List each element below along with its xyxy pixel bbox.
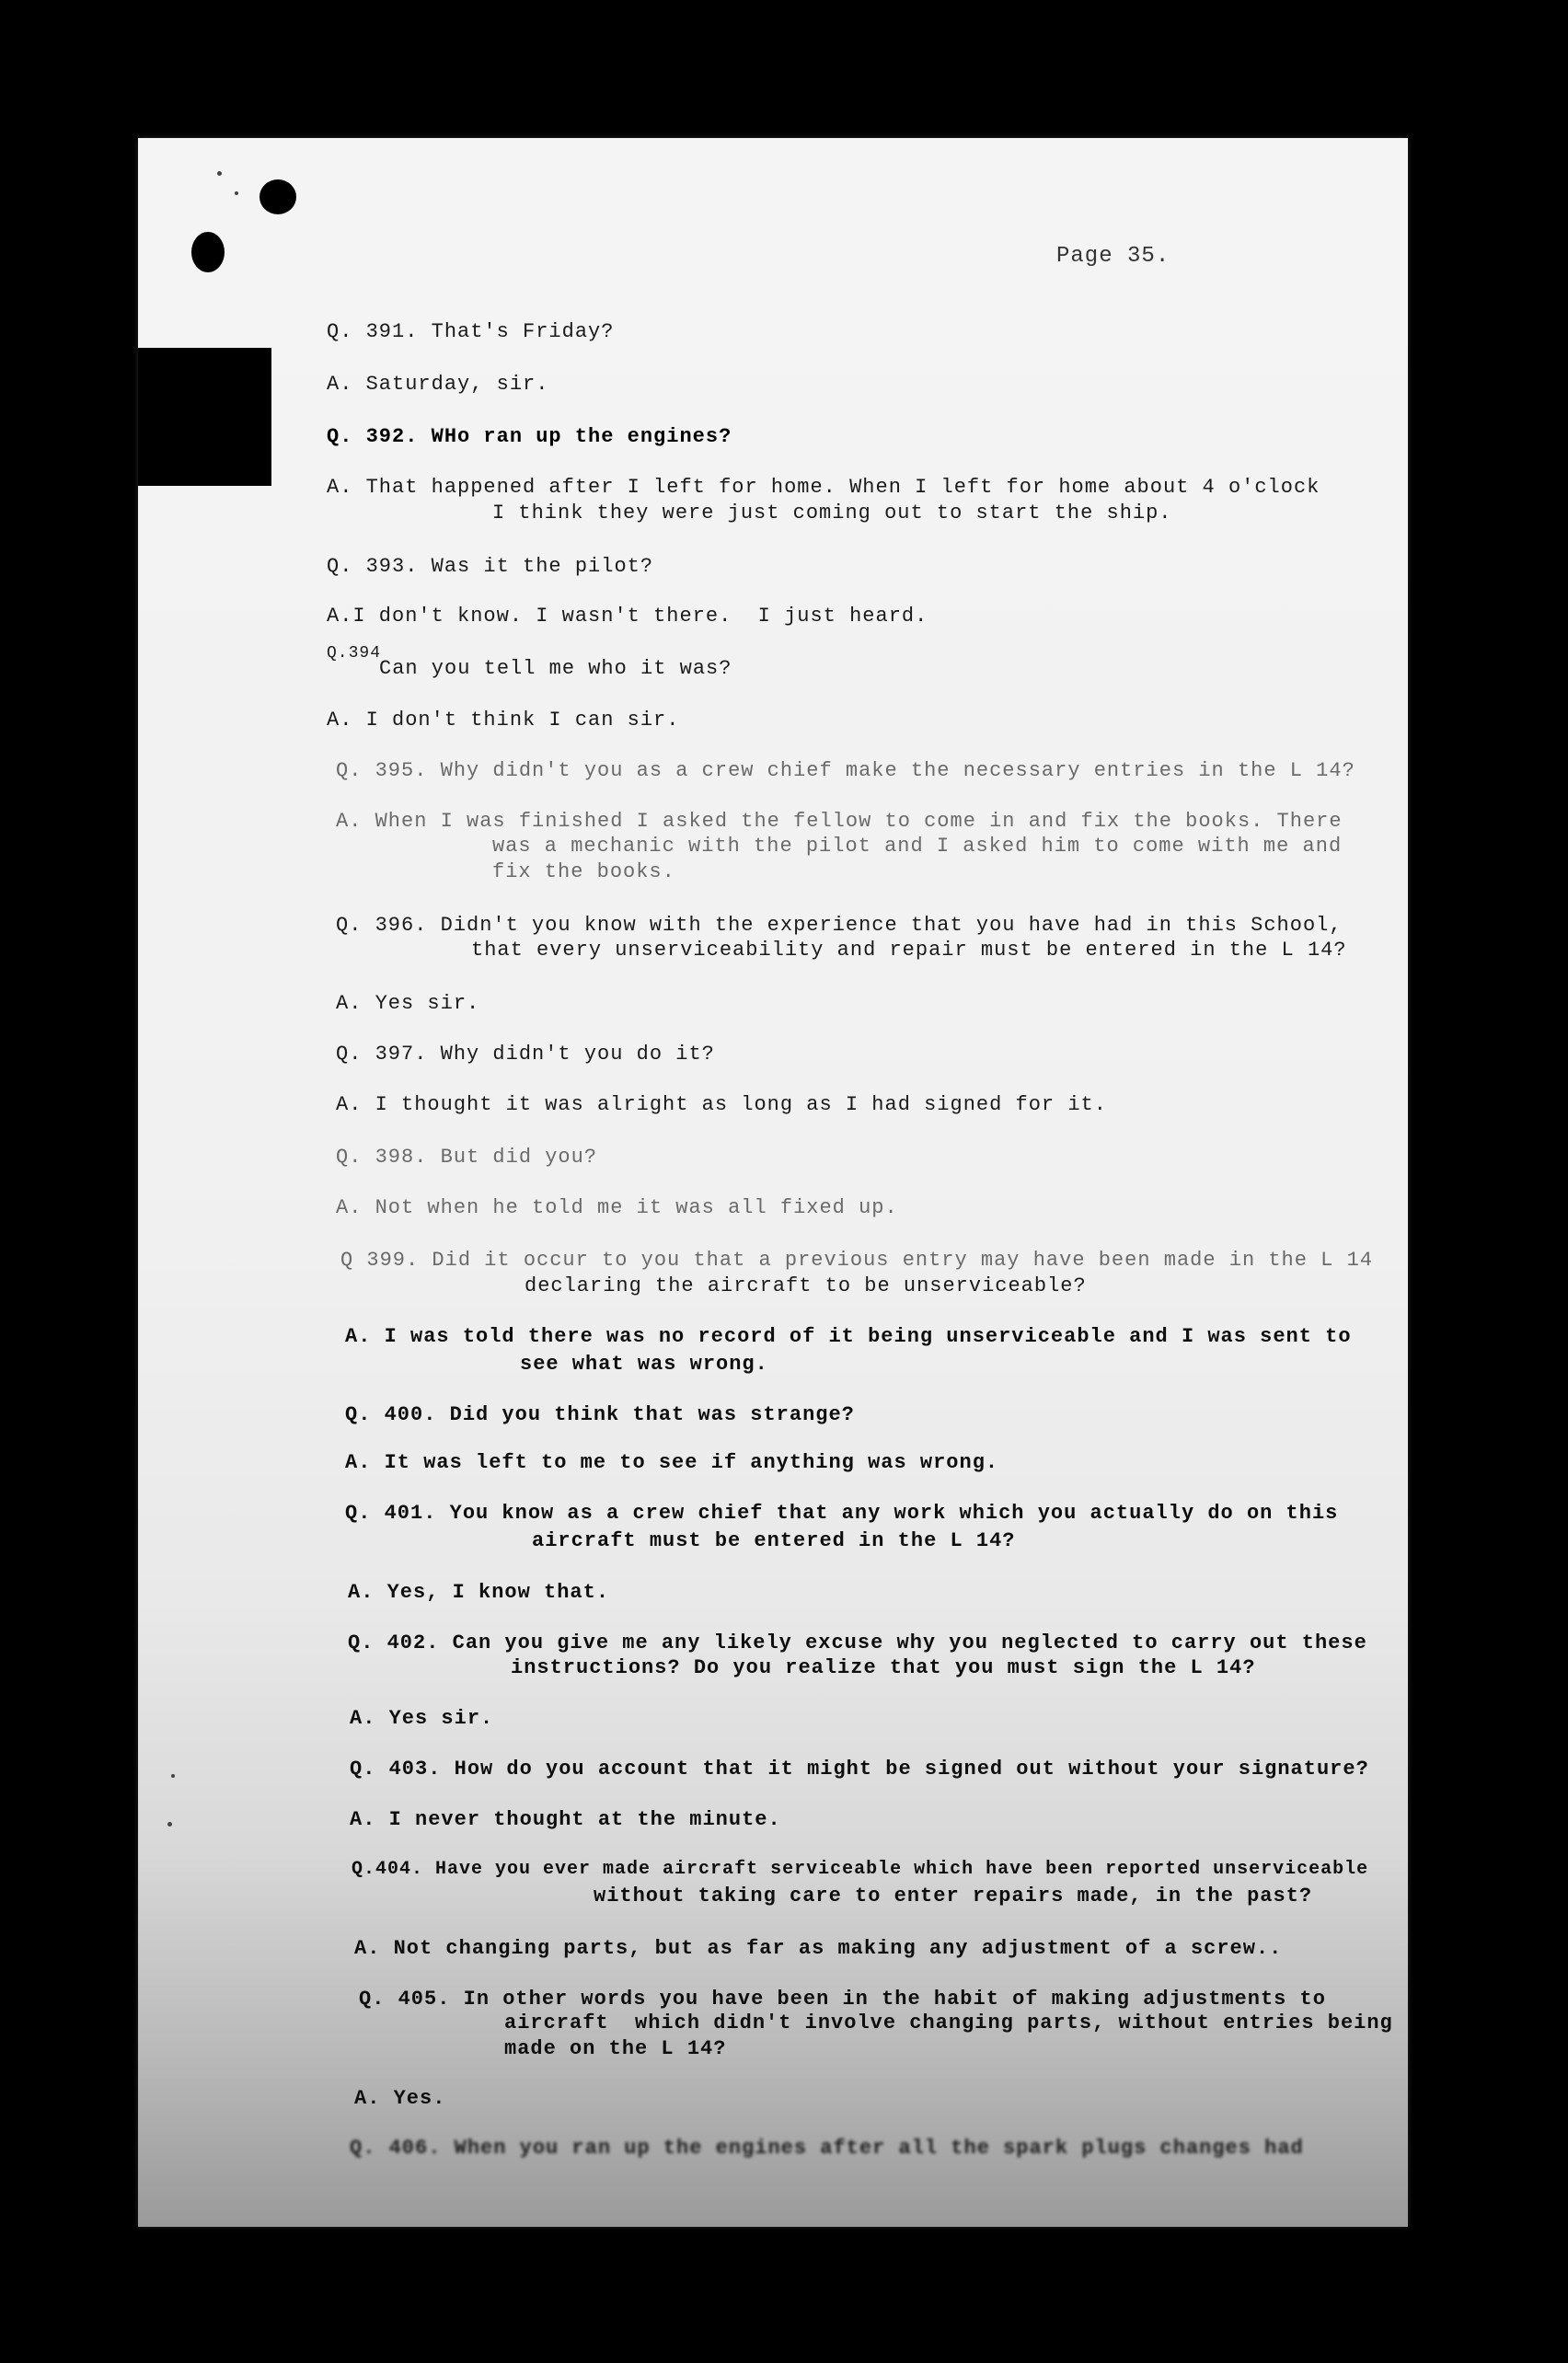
transcript-line: Q. 398. But did you? — [336, 1146, 598, 1169]
transcript-line: Q. 392. WHo ran up the engines? — [327, 425, 732, 448]
transcript-line: Q.394 — [327, 644, 382, 663]
transcript-line: was a mechanic with the pilot and I asked him to come with me and — [492, 835, 1343, 858]
transcript-line: fix the books. — [492, 860, 675, 883]
transcript-line: A. It was left to me to see if anything was wrong. — [345, 1451, 999, 1474]
speck-mark — [217, 171, 222, 176]
transcript-line: A. Saturday, sir. — [327, 373, 549, 396]
transcript-line: without taking care to enter repairs made, in the past? — [594, 1885, 1313, 1908]
page-tab-notch — [138, 348, 271, 486]
transcript-line: that every unserviceability and repair must be entered in the L 14? — [471, 939, 1347, 962]
transcript-line: Q. 393. Was it the pilot? — [327, 555, 654, 578]
blurred-bottom-text — [331, 2137, 1343, 2192]
transcript-line: aircraft must be entered in the L 14? — [532, 1529, 1016, 1552]
transcript-line: Q. 402. Can you give me any likely excuse why you neglected to carry out these — [348, 1631, 1367, 1654]
transcript-line: A. I was told there was no record of it being unserviceable and I was sent to — [345, 1325, 1352, 1348]
page-number: Page 35. — [1056, 244, 1170, 269]
speck-mark — [167, 1822, 172, 1827]
punch-hole — [259, 179, 296, 214]
transcript-line: A. Yes sir. — [350, 1707, 494, 1730]
punch-hole — [191, 232, 225, 272]
transcript-line: A. I don't think I can sir. — [327, 709, 680, 732]
transcript-line: instructions? Do you realize that you must sign the L 14? — [511, 1656, 1256, 1679]
transcript-line: see what was wrong. — [520, 1353, 768, 1376]
transcript-line: A. Yes sir. — [336, 992, 480, 1015]
transcript-line: A. That happened after I left for home. When I left for home about 4 o'clock — [327, 476, 1320, 499]
transcript-line: made on the L 14? — [504, 2037, 727, 2060]
transcript-line: Q. 405. In other words you have been in the habit of making adjustments to — [359, 1988, 1326, 2011]
transcript-line: declaring the aircraft to be unserviceable? — [525, 1274, 1087, 1297]
transcript-line: A. I never thought at the minute. — [350, 1808, 781, 1831]
transcript-line: Q. 401. You know as a crew chief that any work which you actually do on this — [345, 1502, 1339, 1525]
transcript-line: Q.404. Have you ever made aircraft serviceable which have been reported unserviceable — [352, 1859, 1369, 1880]
transcript-line: Q. 396. Didn't you know with the experience that you have had in this School, — [336, 914, 1343, 937]
transcript-line: Can you tell me who it was? — [379, 657, 732, 680]
transcript-line: I think they were just coming out to start the ship. — [492, 501, 1172, 524]
transcript-line: Q. 391. That's Friday? — [327, 320, 615, 343]
transcript-line: A. I thought it was alright as long as I had signed for it. — [336, 1093, 1107, 1116]
speck-mark — [235, 191, 238, 195]
transcript-line: A. When I was finished I asked the fellow to come in and fix the books. There — [336, 810, 1343, 833]
transcript-line: A. Not when he told me it was all fixed up. — [336, 1196, 898, 1219]
transcript-line: Q. 403. How do you account that it might be signed out without your signature? — [350, 1758, 1369, 1781]
transcript-line: A. Not changing parts, but as far as making any adjustment of a screw.. — [354, 1937, 1283, 1960]
transcript-line: aircraft which didn't involve changing parts, without entries being — [504, 2011, 1393, 2034]
transcript-line: A.I don't know. I wasn't there. I just heard. — [327, 605, 928, 628]
transcript-line: Q. 397. Why didn't you do it? — [336, 1043, 715, 1066]
transcript-line: A. Yes, I know that. — [348, 1581, 610, 1604]
speck-mark — [171, 1774, 175, 1778]
transcript-line: A. Yes. — [354, 2087, 446, 2110]
transcript-line: Q 399. Did it occur to you that a previous entry may have been made in the L 14 — [340, 1249, 1373, 1272]
transcript-line: Q. 395. Why didn't you as a crew chief make the necessary entries in the L 14? — [336, 759, 1355, 782]
transcript-line: Q. 406. When you ran up the engines after all the spark plugs changes had — [350, 2137, 1304, 2160]
document-page — [138, 138, 1408, 2227]
transcript-line: Q. 400. Did you think that was strange? — [345, 1403, 855, 1426]
